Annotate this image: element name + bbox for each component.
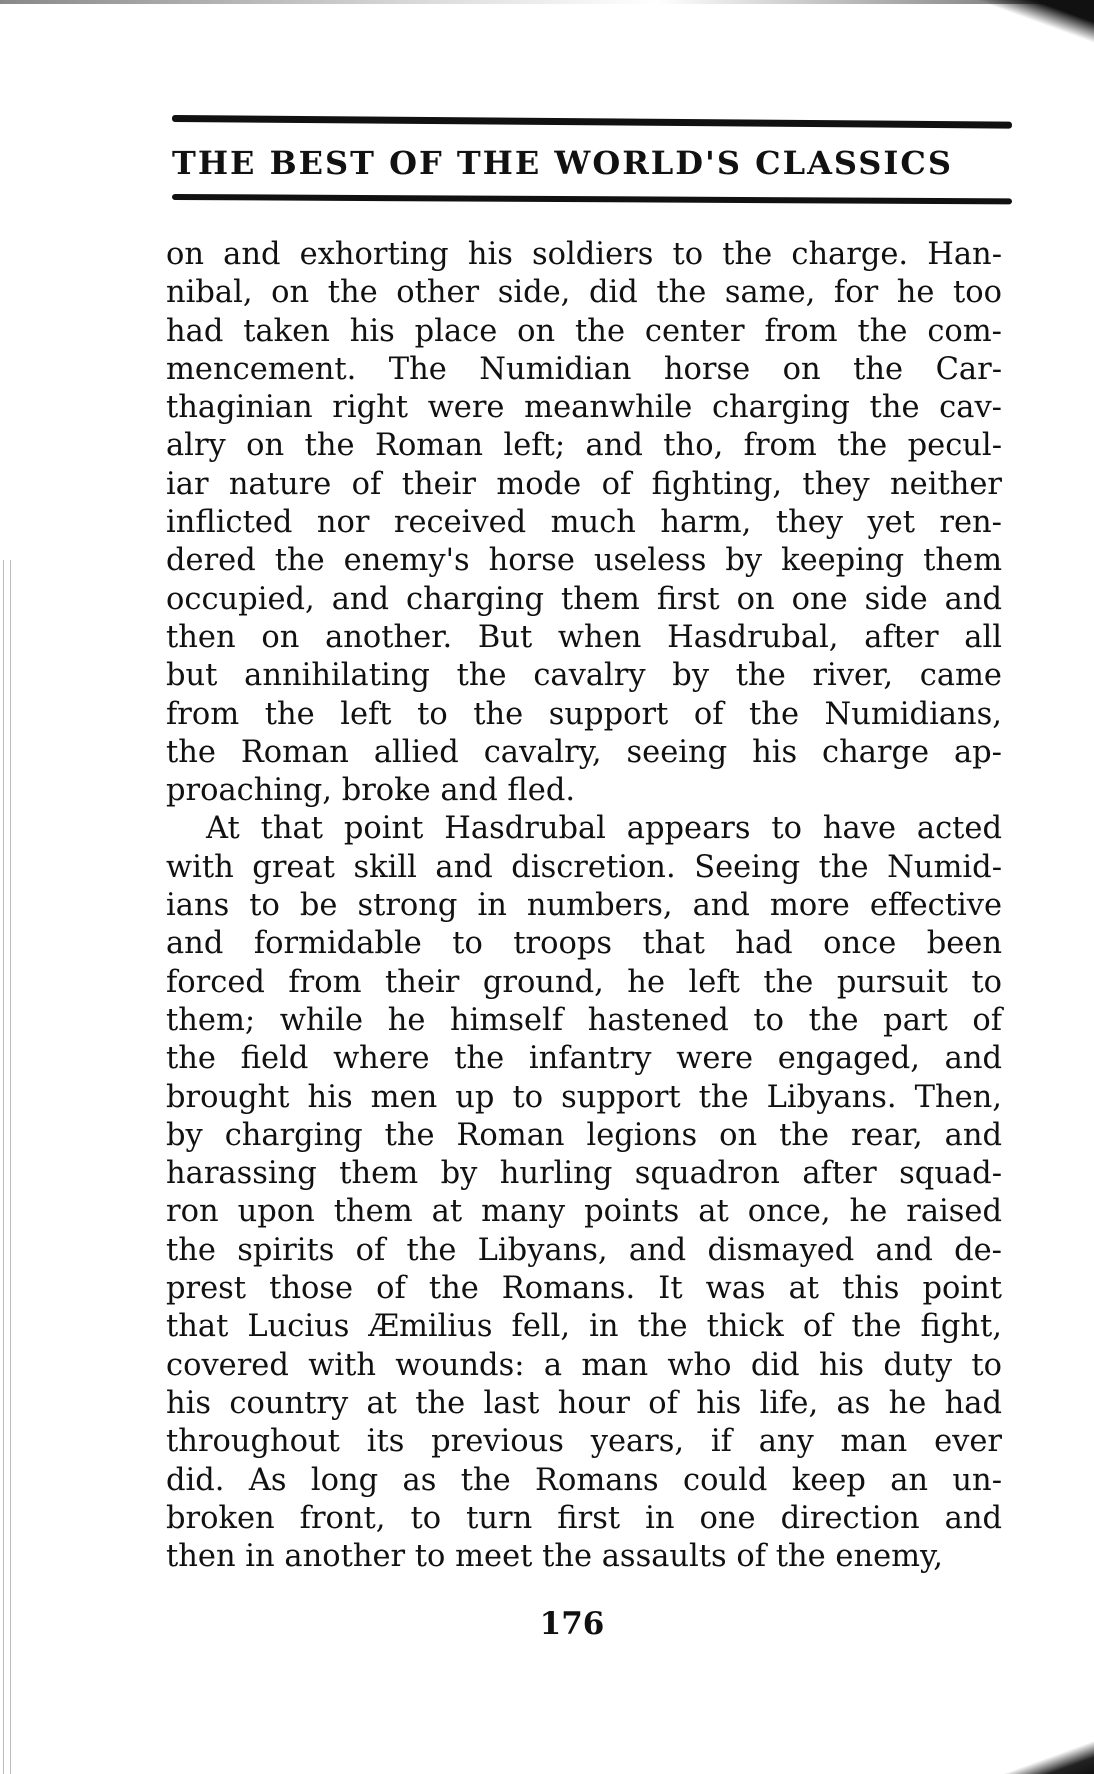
text-line: them; while he himself hastened to the part of bbox=[166, 1002, 1002, 1038]
text-line: that Lucius Æmilius fell, in the thick of the fight, bbox=[166, 1309, 1002, 1345]
text-line: but annihilating the cavalry by the river, came bbox=[166, 658, 1002, 694]
text-line: inflicted nor received much harm, they yet ren- bbox=[166, 505, 1002, 541]
text-line: forced from their ground, he left the pursuit to bbox=[166, 964, 1002, 1000]
text-line: on and exhorting his soldiers to the charge. Han- bbox=[166, 237, 1002, 272]
text-line: broken front, to turn first in one direction and bbox=[166, 1500, 1002, 1536]
paragraph bbox=[166, 810, 1002, 1576]
text-line: ians to be strong in numbers, and more effective bbox=[166, 888, 1002, 924]
text-line: ron upon them at many points at once, he raised bbox=[166, 1194, 1002, 1230]
scan-corner-shadow-bottom bbox=[954, 1714, 1094, 1774]
text-line: thaginian right were meanwhile charging the cav- bbox=[166, 390, 1002, 426]
text-line: alry on the Roman left; and tho, from the pecul- bbox=[166, 428, 1002, 464]
text-line: mencement. The Numidian horse on the Car- bbox=[166, 351, 1002, 387]
text-line: brought his men up to support the Libyans. Then, bbox=[166, 1079, 1002, 1115]
text-line: prest those of the Romans. It was at this point bbox=[166, 1271, 1002, 1307]
text-line: did. As long as the Romans could keep an un- bbox=[166, 1462, 1002, 1498]
text-line: had taken his place on the center from the com- bbox=[166, 313, 1002, 349]
text-line: then in another to meet the assaults of the enemy, bbox=[166, 1539, 943, 1575]
running-head: THE BEST OF THE WORLD'S CLASSICS bbox=[172, 144, 953, 182]
text-line: his country at the last hour of his life, as he had bbox=[166, 1385, 1002, 1421]
text-line: throughout its previous years, if any man ever bbox=[166, 1424, 1002, 1460]
scan-corner-shadow bbox=[894, 0, 1094, 50]
text-line: iar nature of their mode of fighting, they neither bbox=[166, 466, 1002, 502]
text-line: by charging the Roman legions on the rear, and bbox=[166, 1117, 1002, 1153]
text-line: and formidable to troops that had once been bbox=[166, 926, 1002, 962]
text-line: from the left to the support of the Numidians, bbox=[166, 696, 1002, 732]
text-line: with great skill and discretion. Seeing the Numid- bbox=[166, 849, 1002, 885]
body-text bbox=[166, 236, 1002, 1576]
text-line: then on another. But when Hasdrubal, after all bbox=[166, 619, 1002, 655]
page-header bbox=[172, 115, 1012, 200]
header-rule-bottom bbox=[172, 194, 1012, 204]
text-line: the spirits of the Libyans, and dismayed and de- bbox=[166, 1232, 1002, 1268]
text-line: nibal, on the other side, did the same, for he too bbox=[166, 275, 1002, 311]
text-line: the Roman allied cavalry, seeing his charge ap- bbox=[166, 734, 1002, 770]
text-line: proaching, broke and fled. bbox=[166, 773, 576, 809]
text-line: dered the enemy's horse useless by keeping them bbox=[166, 543, 1002, 579]
text-line: harassing them by hurling squadron after squad- bbox=[166, 1156, 1002, 1192]
text-line: At that point Hasdrubal appears to have acted bbox=[206, 811, 1002, 847]
page-number: 176 bbox=[539, 1606, 605, 1642]
header-rule-top bbox=[172, 115, 1012, 129]
text-line: occupied, and charging them first on one side and bbox=[166, 581, 1002, 617]
text-line: covered with wounds: a man who did his duty to bbox=[166, 1347, 1002, 1383]
text-line: the field where the infantry were engaged, and bbox=[166, 1041, 1002, 1077]
scan-gutter-lines bbox=[0, 560, 12, 1774]
paragraph bbox=[166, 236, 1002, 810]
